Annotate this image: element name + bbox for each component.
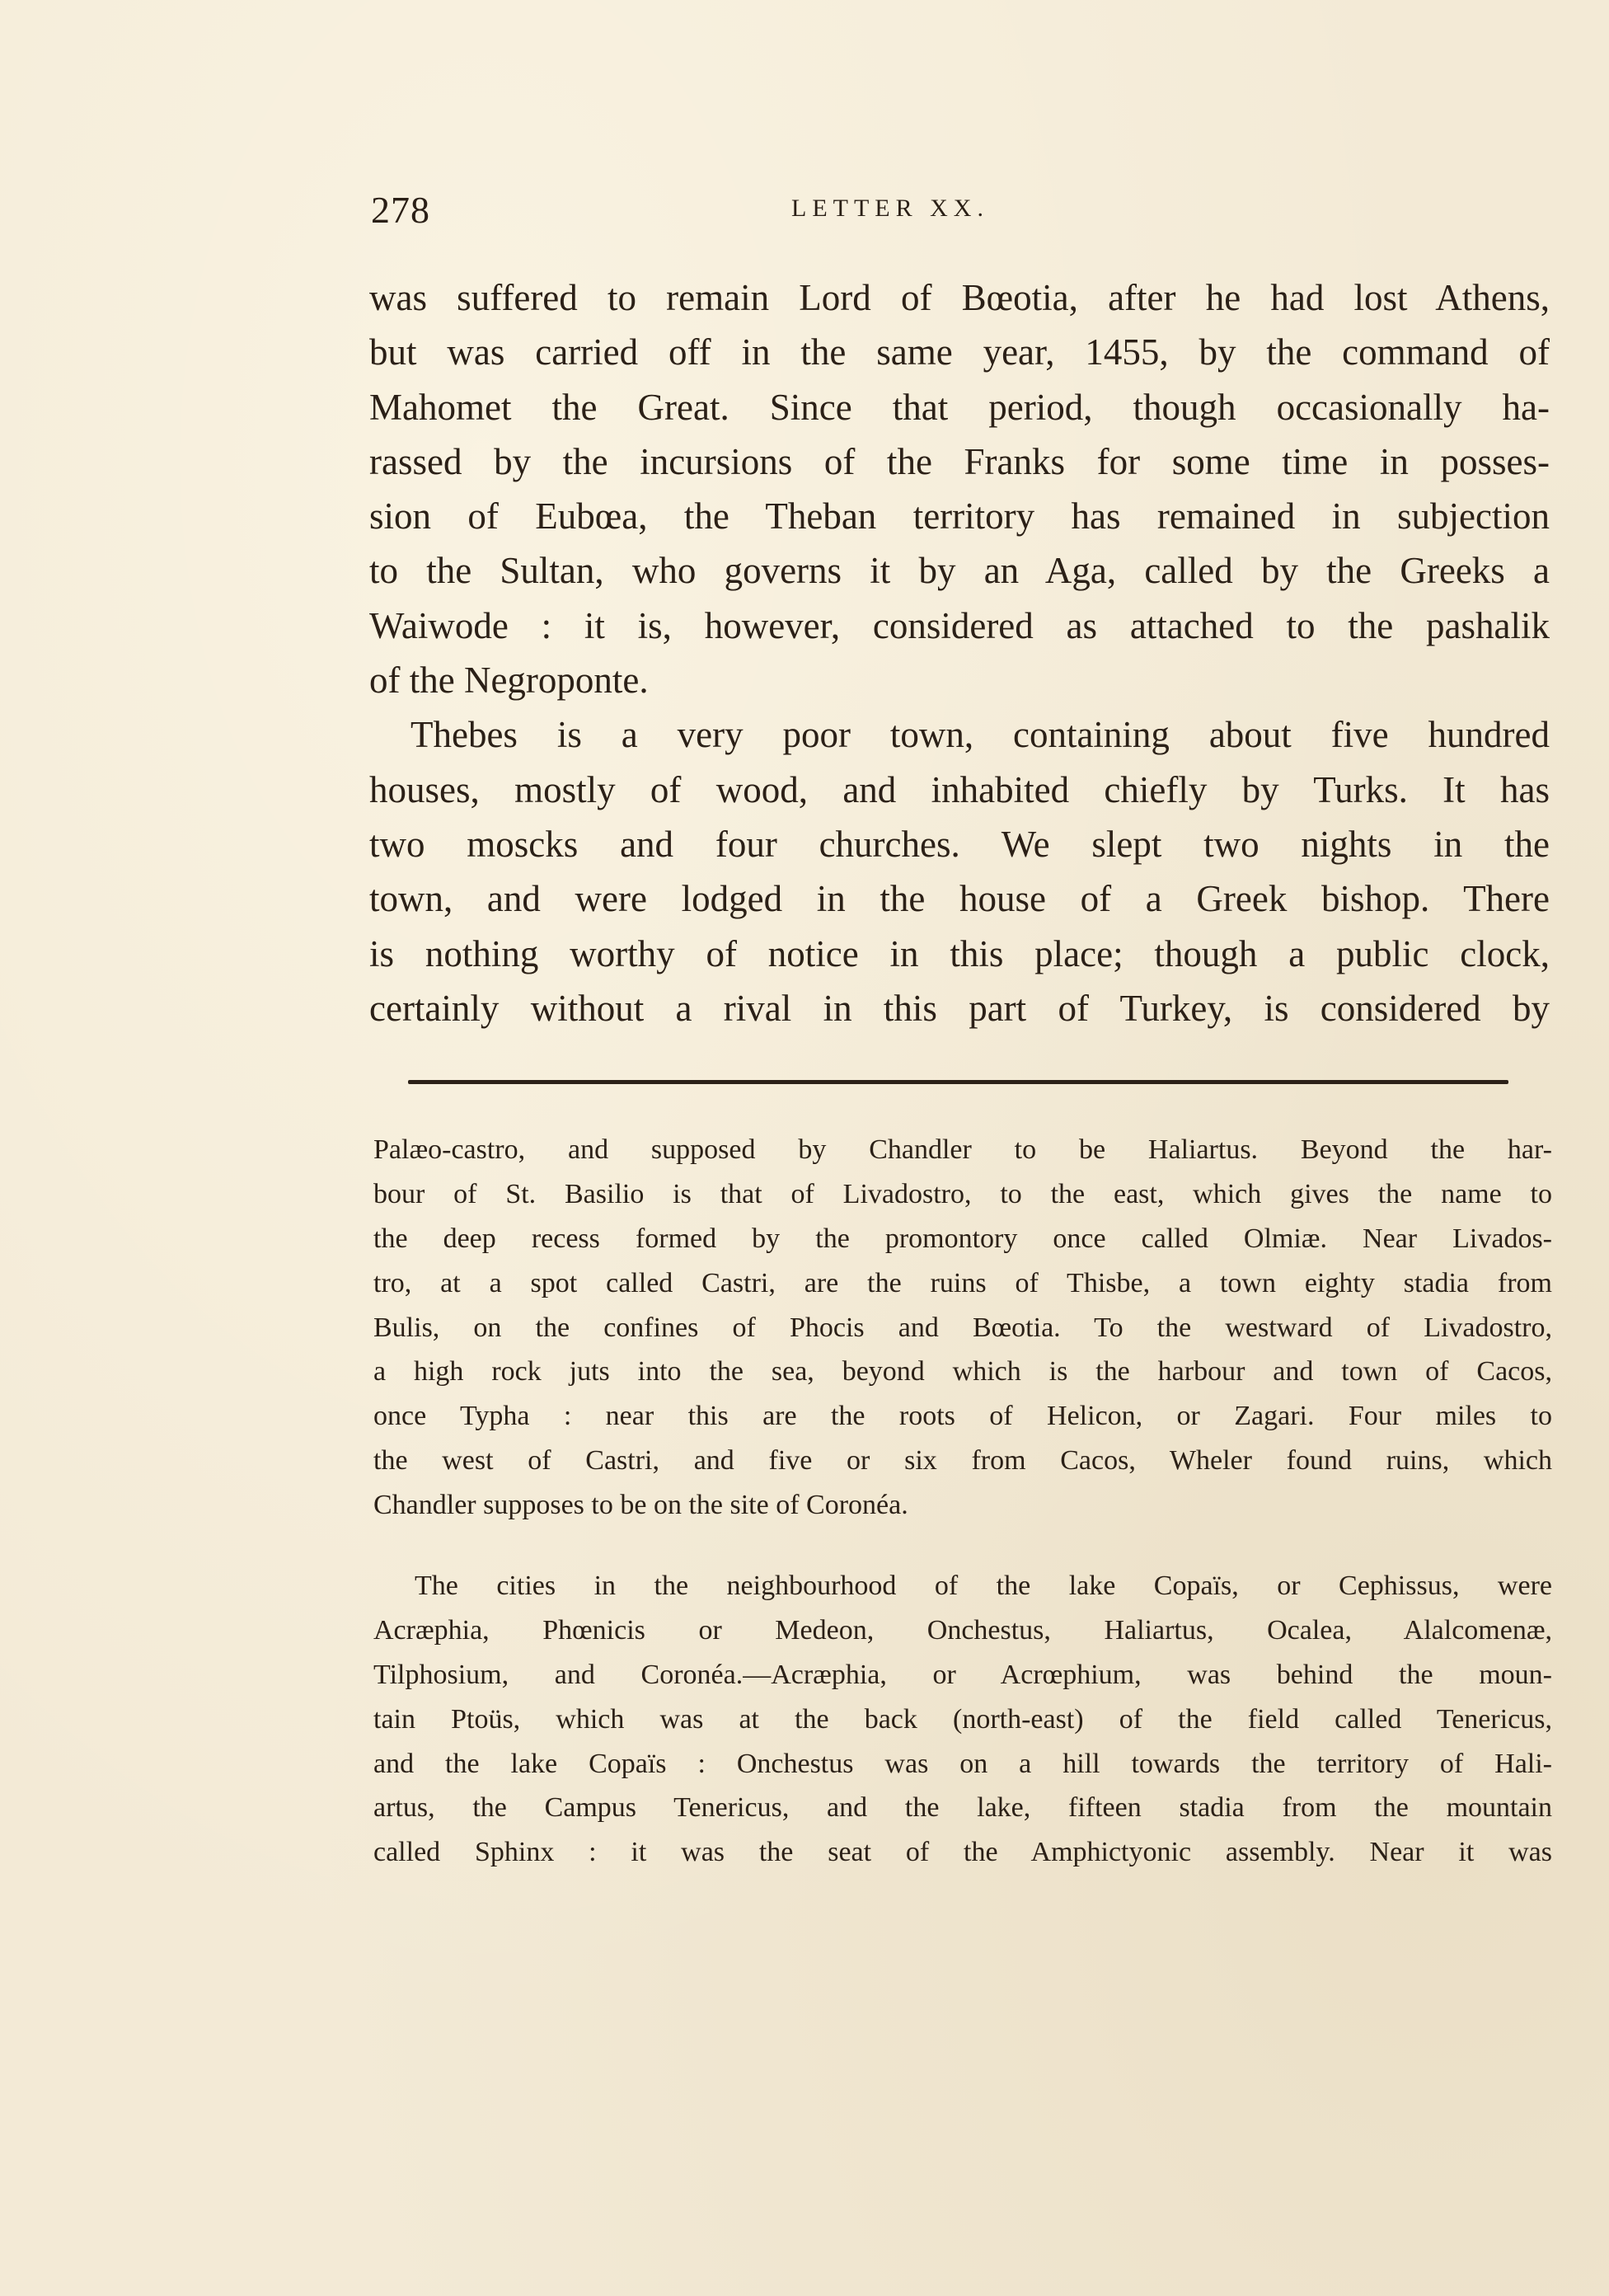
- text-line: was suffered to remain Lord of Bœotia, after he had lost Athens,: [369, 277, 1550, 318]
- text-line: rassed by the incursions of the Franks for some time in posses-: [369, 440, 1550, 482]
- footnote-line: the deep recess formed by the promontory once called Olmiæ. Near Livados-: [373, 1223, 1552, 1254]
- text-line: but was carried off in the same year, 1455, by the command of: [369, 331, 1550, 373]
- page-header: [371, 188, 1541, 237]
- footnote-line: Bulis, on the confines of Phocis and Bœotia. To the westward of Livadostro,: [373, 1312, 1552, 1343]
- footnote-line: a high rock juts into the sea, beyond which is the harbour and town of Cacos,: [373, 1356, 1552, 1387]
- text-line: is nothing worthy of notice in this place; though a public clock,: [369, 932, 1550, 974]
- text-line: Thebes is a very poor town, containing about five hundred: [410, 714, 1550, 756]
- footnotes: [373, 1128, 1552, 1875]
- footnote-line: Chandler supposes to be on the site of Coronéa.: [373, 1490, 908, 1521]
- text-line: town, and were lodged in the house of a Greek bishop. There: [369, 878, 1550, 920]
- footnote-line: the west of Castri, and five or six from Cacos, Wheler found ruins, which: [373, 1445, 1552, 1477]
- paragraph-2: [369, 707, 1550, 1035]
- text-line: two moscks and four churches. We slept two nights in the: [369, 823, 1550, 865]
- footnote-line: called Sphinx : it was the seat of the Amphictyonic assembly. Near it was: [373, 1837, 1552, 1868]
- main-text: [369, 270, 1550, 1035]
- footnote-line: once Typha : near this are the roots of Helicon, or Zagari. Four miles to: [373, 1401, 1552, 1432]
- text-line: houses, mostly of wood, and inhabited chiefly by Turks. It has: [369, 768, 1550, 810]
- footnote-gap: [373, 1528, 1552, 1564]
- footnote-paragraph-1: [373, 1128, 1552, 1528]
- footnote-line: tain Ptoüs, which was at the back (north-east) of the field called Tenericus,: [373, 1703, 1552, 1735]
- footnote-line: artus, the Campus Tenericus, and the lake, fifteen stadia from the mountain: [373, 1792, 1552, 1824]
- footnote-line: The cities in the neighbourhood of the lake Copaïs, or Cephissus, were: [415, 1571, 1552, 1602]
- text-line: of the Negroponte.: [369, 660, 649, 702]
- footnote-paragraph-2: [373, 1564, 1552, 1875]
- footnote-line: tro, at a spot called Castri, are the ruins of Thisbe, a town eighty stadia from: [373, 1267, 1552, 1298]
- paragraph-1: [369, 270, 1550, 707]
- text-line: certainly without a rival in this part of Turkey, is considered by: [369, 987, 1550, 1029]
- footnote-line: and the lake Copaïs : Onchestus was on a hill towards the territory of Hali-: [373, 1748, 1552, 1779]
- footnote-line: Palæo-castro, and supposed by Chandler to be Haliartus. Beyond the har-: [373, 1134, 1552, 1165]
- text-line: Waiwode : it is, however, considered as attached to the pashalik: [369, 604, 1550, 646]
- text-line: sion of Eubœa, the Theban territory has remained in subjection: [369, 495, 1550, 538]
- footnote-line: Tilphosium, and Coronéa.—Acræphia, or Acrœphium, was behind the moun-: [373, 1659, 1552, 1690]
- footnote-line: Acræphia, Phœnicis or Medeon, Onchestus, Haliartus, Ocalea, Alalcomenæ,: [373, 1614, 1552, 1646]
- page-number: 278: [371, 189, 430, 231]
- text-line: Mahomet the Great. Since that period, though occasionally ha-: [369, 386, 1550, 428]
- footnote-divider: [408, 1080, 1508, 1084]
- text-line: to the Sultan, who governs it by an Aga, called by the Greeks a: [369, 550, 1550, 592]
- footnote-line: bour of St. Basilio is that of Livadostro, to the east, which gives the name to: [373, 1178, 1552, 1209]
- running-head: LETTER XX.: [791, 195, 989, 222]
